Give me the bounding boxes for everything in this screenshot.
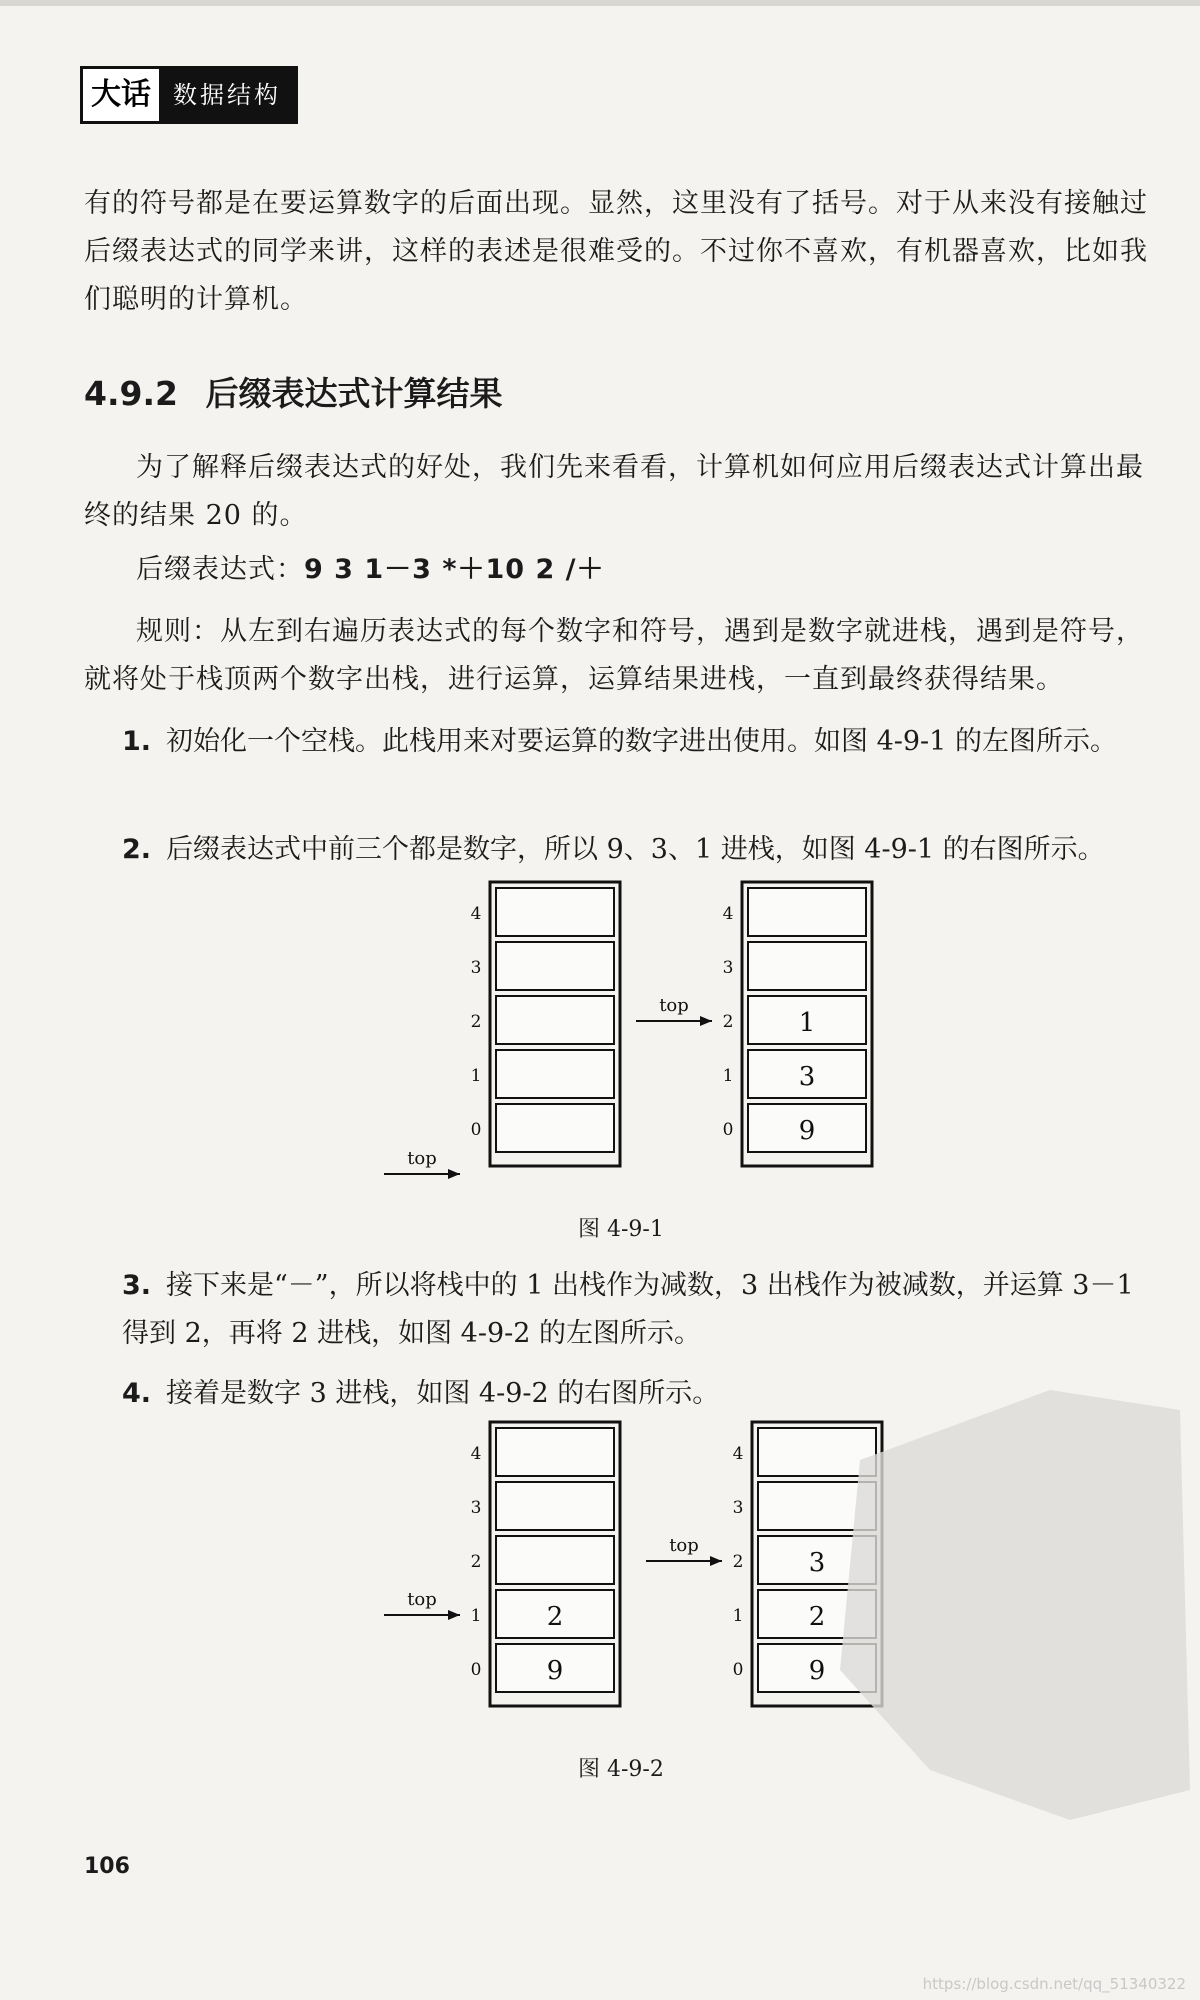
stack-cell — [748, 888, 866, 936]
watermark-url: https://blog.csdn.net/qq_51340322 — [922, 1975, 1186, 1993]
arrow-head-icon — [448, 1169, 460, 1179]
step-text: 接着是数字 3 进栈，如图 4-9-2 的右图所示。 — [166, 1378, 720, 1409]
stack-index-label: 2 — [470, 1012, 482, 1032]
arrow-head-icon — [700, 1016, 712, 1026]
badge-title-label: 数据结构 — [173, 81, 281, 109]
stack-figure-4-9-1 — [0, 880, 1200, 1180]
stack-index-label: 3 — [470, 958, 482, 978]
intro-paragraph: 有的符号都是在要运算数字的后面出现。显然，这里没有了括号。对于从来没有接触过后缀表达式的同学来讲，这样的表述是很难受的。不过你不喜欢，有机器喜欢，比如我们聪明的计算机。 — [84, 188, 1148, 315]
step-item — [122, 826, 1162, 874]
stack-index-label: 1 — [470, 1606, 482, 1626]
stack-index-label: 4 — [470, 904, 482, 924]
stack-index-label: 2 — [722, 1012, 734, 1032]
stack-cell — [496, 1428, 614, 1476]
rule-paragraph: 规则：从左到右遍历表达式的每个数字和符号，遇到是数字就进栈，遇到是符号，就将处于栈顶两个数字出栈，进行运算，运算结果进栈，一直到最终获得结果。 — [84, 616, 1144, 695]
stack-cell-value: 1 — [798, 1008, 816, 1038]
stack-index-label: 3 — [722, 958, 734, 978]
stack-cell-value: 3 — [808, 1548, 826, 1578]
page-top-edge — [0, 0, 1200, 6]
step-number: 3. — [122, 1270, 152, 1301]
step-text: 接下来是“－”，所以将栈中的 1 出栈作为减数，3 出栈作为被减数，并运算 3－1 得到 2，再将 2 进栈，如图 4-9-2 的左图所示。 — [122, 1270, 1134, 1349]
top-pointer-label: top — [407, 1148, 437, 1169]
stack-cell — [496, 1482, 614, 1530]
page-number: 106 — [84, 1854, 130, 1879]
step-number: 1. — [122, 726, 152, 757]
stack-index-label: 1 — [732, 1606, 744, 1626]
stack-index-label: 4 — [470, 1444, 482, 1464]
seal-watermark-icon — [820, 1370, 1200, 1830]
stack-cell — [496, 996, 614, 1044]
expression-line — [84, 546, 1160, 594]
stack-cell — [496, 888, 614, 936]
stack — [384, 1422, 620, 1706]
stack-cell — [496, 1104, 614, 1152]
stack — [636, 882, 872, 1166]
book-header-badge — [80, 66, 298, 124]
section-title: 后缀表达式计算结果 — [205, 374, 503, 413]
top-pointer-label: top — [659, 995, 689, 1016]
stack-cell-value: 9 — [808, 1656, 826, 1686]
top-pointer-label: top — [669, 1535, 699, 1556]
step-item — [122, 1262, 1162, 1358]
stack-cell — [496, 1050, 614, 1098]
stack-index-label: 0 — [732, 1660, 744, 1680]
arrow-head-icon — [448, 1610, 460, 1620]
step-text: 初始化一个空栈。此栈用来对要运算的数字进出使用。如图 4-9-1 的左图所示。 — [166, 726, 1117, 757]
stack-cell-value: 3 — [798, 1062, 816, 1092]
expression-value: 9 3 1－3 *＋10 2 /＋ — [304, 554, 605, 585]
stack-cell — [748, 942, 866, 990]
stack-cell-value: 2 — [808, 1602, 826, 1632]
stack-index-label: 1 — [722, 1066, 734, 1086]
stack-index-label: 0 — [722, 1120, 734, 1140]
arrow-head-icon — [710, 1556, 722, 1566]
badge-bold-label: 大话 — [83, 69, 159, 121]
stack — [384, 882, 620, 1179]
section-number: 4.9.2 — [84, 374, 178, 413]
top-pointer-label: top — [407, 1589, 437, 1610]
stack-cell — [496, 942, 614, 990]
stack-index-label: 2 — [470, 1552, 482, 1572]
step-number: 2. — [122, 834, 152, 865]
figure-caption: 图 4-9-2 — [578, 1757, 664, 1782]
stack-index-label: 2 — [732, 1552, 744, 1572]
stack-cell-value: 9 — [798, 1116, 816, 1146]
section-heading — [84, 368, 502, 415]
explanation-paragraph: 为了解释后缀表达式的好处，我们先来看看，计算机如何应用后缀表达式计算出最终的结果 20 的。 — [84, 452, 1144, 531]
stack-index-label: 4 — [732, 1444, 744, 1464]
expression-label: 后缀表达式： — [136, 554, 304, 585]
stack-index-label: 3 — [470, 1498, 482, 1518]
stack-cell — [496, 1536, 614, 1584]
stack-index-label: 0 — [470, 1660, 482, 1680]
stack-index-label: 1 — [470, 1066, 482, 1086]
step-item — [122, 718, 1162, 766]
stack-index-label: 4 — [722, 904, 734, 924]
step-text: 后缀表达式中前三个都是数字，所以 9、3、1 进栈，如图 4-9-1 的右图所示。 — [166, 834, 1105, 865]
stack-index-label: 3 — [732, 1498, 744, 1518]
figure-caption: 图 4-9-1 — [578, 1217, 664, 1242]
stack-cell-value: 9 — [546, 1656, 564, 1686]
step-number: 4. — [122, 1378, 152, 1409]
stack-index-label: 0 — [470, 1120, 482, 1140]
stack-cell-value: 2 — [546, 1602, 564, 1632]
